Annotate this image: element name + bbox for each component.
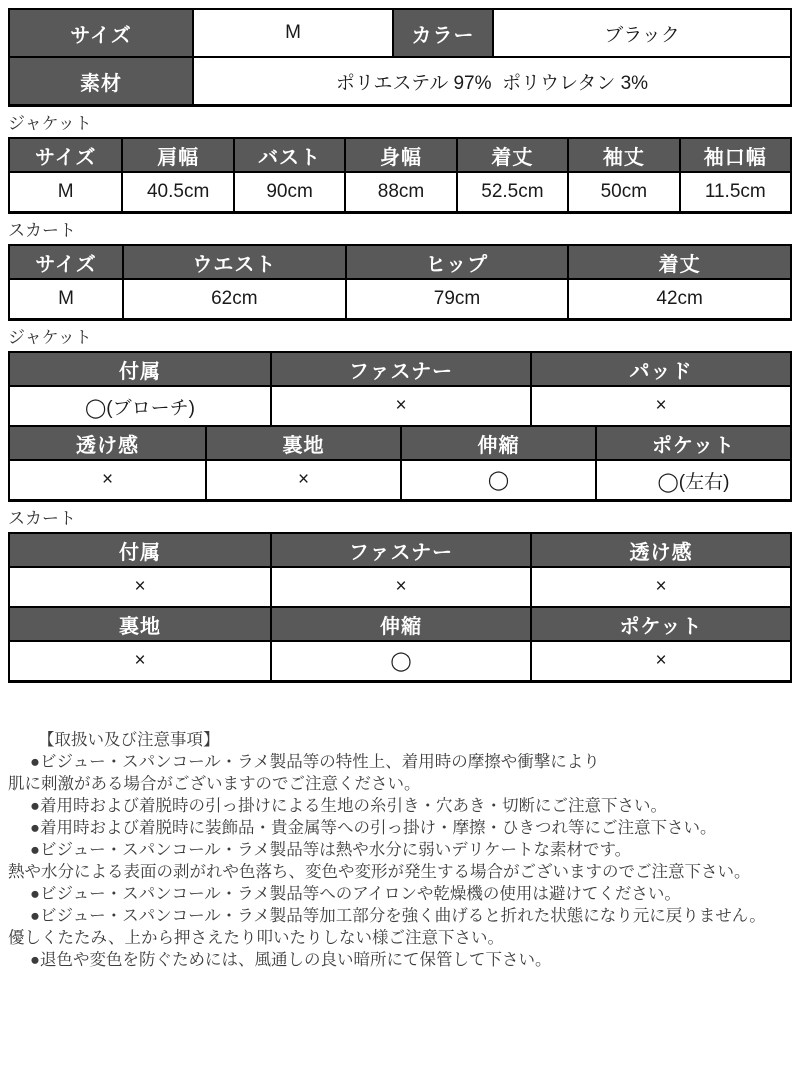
skirt-size-value-cell: M	[58, 288, 74, 309]
size-header-cell: サイズ	[10, 10, 192, 56]
jacket-details-value-cell: ×	[101, 469, 114, 490]
jacket-details-header-cell: ポケット	[595, 427, 790, 459]
skirt-details-header-cell: 伸縮	[270, 608, 530, 640]
skirt-size-value-row	[10, 278, 790, 318]
jacket-details-value-cell: ◯(左右)	[595, 461, 790, 499]
handling-note-line: ●退色や変色を防ぐためには、風通しの良い暗所にて保管して下さい。	[30, 951, 552, 969]
jacket-details-value-cell: ◯(ブローチ)	[85, 397, 195, 419]
skirt-details-header-row-2	[10, 606, 790, 640]
jacket-details-value-cell: ◯	[400, 461, 595, 499]
jacket-details-value-cell: ×	[270, 387, 530, 425]
jacket-size-header-cell: バスト	[233, 139, 344, 171]
jacket-details-header-row-1	[10, 353, 790, 385]
skirt-details-value-row-1	[10, 566, 790, 606]
material-value-cell: ポリエステル 97% ポリウレタン 3%	[192, 58, 790, 104]
skirt-size-header-cell: ウエスト	[122, 246, 345, 278]
jacket-size-section-label: ジャケット	[8, 114, 92, 133]
color-header-cell: カラー	[392, 10, 492, 56]
jacket-size-value-cell: 90cm	[233, 173, 344, 211]
skirt-details-value-cell: ◯	[270, 642, 530, 680]
general-material-row	[10, 56, 790, 104]
handling-note-line: ●着用時および着脱時の引っ掛けによる生地の糸引き・穴あき・切断にご注意下さい。	[30, 797, 667, 815]
jacket-size-table	[8, 137, 792, 214]
jacket-size-value-cell: 40.5cm	[121, 173, 232, 211]
handling-note-line: ●ビジュー・スパンコール・ラメ製品等は熱や水分に弱いデリケートな素材です。	[30, 841, 632, 859]
handling-notes	[8, 729, 792, 971]
jacket-size-header-cell: 身幅	[344, 139, 455, 171]
jacket-details-header-cell: 伸縮	[400, 427, 595, 459]
handling-note-line: ●着用時および着脱時に装飾品・貴金属等への引っ掛け・摩擦・ひきつれ等にご注意下さい。	[30, 819, 717, 837]
handling-note-line: ●ビジュー・スパンコール・ラメ製品等の特性上、着用時の摩擦や衝撃により	[30, 753, 600, 771]
handling-note-line: ●ビジュー・スパンコール・ラメ製品等加工部分を強く曲げると折れた状態になり元に戻りません。	[30, 907, 766, 925]
handling-notes-title: 【取扱い及び注意事項】	[38, 731, 220, 749]
skirt-details-value-cell: ×	[530, 642, 790, 680]
jacket-size-header-cell: 袖口幅	[679, 139, 790, 171]
skirt-details-value-cell: ×	[530, 568, 790, 606]
skirt-size-value-cell: 62cm	[122, 280, 345, 318]
jacket-details-section-label: ジャケット	[8, 328, 92, 347]
skirt-size-header-cell: サイズ	[10, 246, 122, 278]
handling-note-line: 熱や水分による表面の剥がれや色落ち、変色や変形が発生する場合がございますのでご注意下さい。	[8, 863, 751, 881]
skirt-details-header-cell: 付属	[10, 534, 270, 566]
jacket-details-header-cell: 裏地	[205, 427, 400, 459]
jacket-size-header-cell: 袖丈	[567, 139, 678, 171]
jacket-size-header-cell: 着丈	[456, 139, 567, 171]
skirt-details-header-cell: ポケット	[530, 608, 790, 640]
skirt-details-value-cell: ×	[270, 568, 530, 606]
material-header-cell: 素材	[10, 58, 192, 104]
jacket-details-value-row-1	[10, 385, 790, 425]
skirt-size-header-cell: ヒップ	[345, 246, 568, 278]
jacket-size-header-cell: サイズ	[10, 139, 121, 171]
jacket-size-header-cell: 肩幅	[121, 139, 232, 171]
skirt-size-header-cell: 着丈	[567, 246, 790, 278]
jacket-details-table	[8, 351, 792, 502]
skirt-details-header-cell: ファスナー	[270, 534, 530, 566]
jacket-details-header-cell: 付属	[10, 353, 270, 385]
general-spec-table	[8, 8, 792, 107]
jacket-size-value-cell: 88cm	[344, 173, 455, 211]
jacket-size-value-cell: 52.5cm	[456, 173, 567, 211]
jacket-size-header-row	[10, 139, 790, 171]
skirt-size-header-row	[10, 246, 790, 278]
jacket-details-value-cell: ×	[205, 461, 400, 499]
skirt-details-value-row-2	[10, 640, 790, 680]
skirt-size-value-cell: 42cm	[567, 280, 790, 318]
jacket-details-value-cell: ×	[530, 387, 790, 425]
handling-note-line: 優しくたたみ、上から押さえたり叩いたりしない様ご注意下さい。	[8, 929, 504, 947]
skirt-details-section-label: スカート	[8, 509, 76, 528]
jacket-details-header-row-2	[10, 425, 790, 459]
skirt-details-value-cell: ×	[134, 650, 146, 671]
jacket-size-value-cell: M	[57, 181, 74, 202]
skirt-size-section-label: スカート	[8, 221, 76, 240]
jacket-details-header-cell: 透け感	[10, 427, 205, 459]
skirt-details-header-row-1	[10, 534, 790, 566]
size-value-cell: M	[192, 10, 392, 56]
skirt-details-table	[8, 532, 792, 683]
color-value-cell: ブラック	[492, 10, 790, 56]
jacket-size-value-row	[10, 171, 790, 211]
jacket-size-value-cell: 50cm	[567, 173, 678, 211]
skirt-size-table	[8, 244, 792, 321]
skirt-details-header-cell: 透け感	[530, 534, 790, 566]
handling-note-line: 肌に刺激がある場合がございますのでご注意ください。	[8, 775, 421, 793]
jacket-size-value-cell: 11.5cm	[679, 173, 790, 211]
jacket-details-value-row-2	[10, 459, 790, 499]
skirt-details-header-cell: 裏地	[10, 608, 270, 640]
handling-note-line: ●ビジュー・スパンコール・ラメ製品等へのアイロンや乾燥機の使用は避けてください。	[30, 885, 681, 903]
skirt-size-value-cell: 79cm	[345, 280, 568, 318]
skirt-details-value-cell: ×	[134, 576, 146, 597]
jacket-details-header-cell: ファスナー	[270, 353, 530, 385]
general-size-color-row	[10, 10, 790, 56]
jacket-details-header-cell: パッド	[530, 353, 790, 385]
